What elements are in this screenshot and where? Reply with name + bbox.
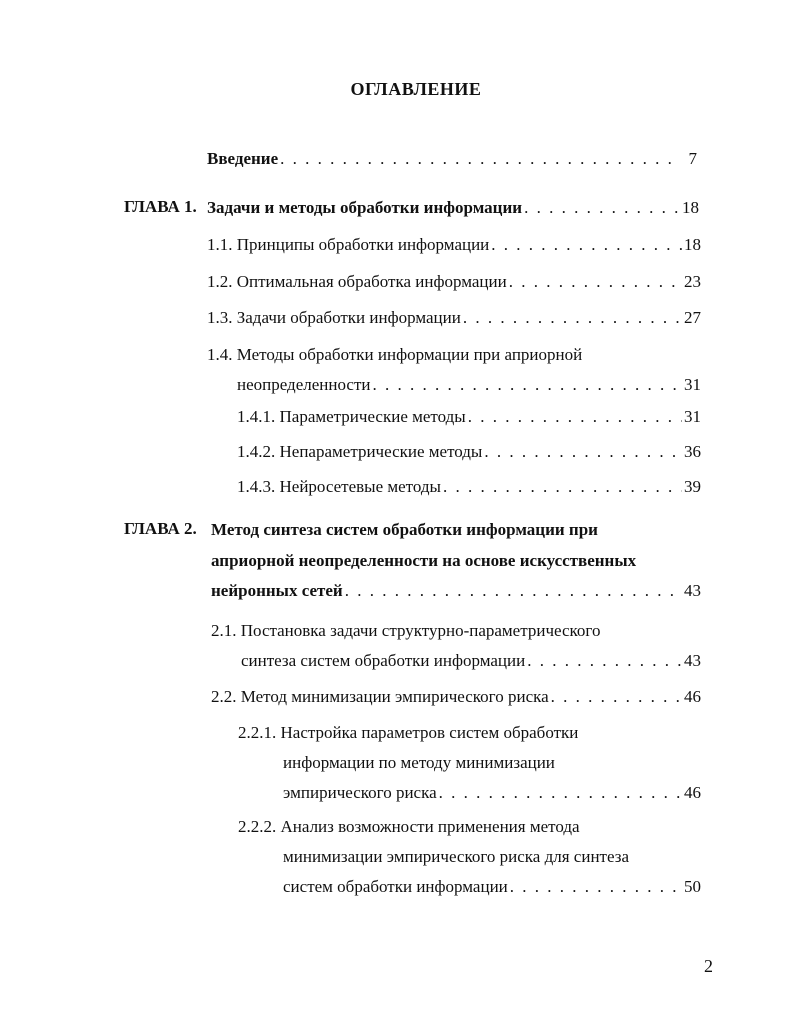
- toc-entry-label: 1.4.3. Нейросетевые методы: [237, 477, 441, 496]
- page-title: ОГЛАВЛЕНИЕ: [350, 79, 482, 99]
- toc-page-number: 18: [684, 235, 701, 254]
- leader-dots: [372, 374, 682, 396]
- toc-page-number: 43: [684, 651, 701, 670]
- leader-dots: [524, 197, 680, 219]
- toc-page-number: 50: [684, 877, 701, 896]
- toc-entry-subsection[interactable]: [237, 406, 701, 428]
- leader-dots: [463, 307, 682, 329]
- toc-page-number: 43: [684, 581, 701, 600]
- toc-page-number: 46: [684, 687, 701, 706]
- toc-page-number: 7: [688, 149, 697, 168]
- page-number: 2: [704, 956, 713, 976]
- leader-dots: [551, 686, 682, 708]
- toc-entry-label: эмпирического риска: [283, 783, 437, 802]
- leader-dots: [439, 782, 682, 804]
- toc-entry-label: синтеза систем обработки информации: [241, 651, 526, 670]
- chapter-title: нейронных сетей: [211, 581, 343, 600]
- toc-page-number: 31: [684, 375, 701, 394]
- toc-entry-label: 1.4.1. Параметрические методы: [237, 407, 466, 426]
- toc-entry-label: систем обработки информации: [283, 877, 508, 896]
- chapter-label: ГЛАВА 1.: [124, 197, 197, 216]
- toc-entry-intro[interactable]: [207, 148, 697, 170]
- toc-page-number: 46: [684, 783, 701, 802]
- leader-dots: [509, 271, 682, 293]
- toc-entry-line: 1.4. Методы обработки информации при априорной: [207, 345, 583, 364]
- toc-entry-label: 1.2. Оптимальная обработка информации: [207, 272, 507, 291]
- toc-entry-subsection[interactable]: [237, 476, 701, 498]
- toc-entry-label: 1.1. Принципы обработки информации: [207, 235, 490, 254]
- leader-dots: [468, 406, 682, 428]
- toc-page-number: 23: [684, 272, 701, 291]
- chapter-title-line: Метод синтеза систем обработки информации при: [211, 520, 598, 539]
- leader-dots: [345, 580, 682, 602]
- toc-entry-label: Введение: [207, 149, 279, 168]
- leader-dots: [527, 650, 682, 672]
- leader-dots: [443, 476, 682, 498]
- toc-entry-label: 2.2. Метод минимизации эмпирического риска: [211, 687, 549, 706]
- toc-entry-label: 1.4.2. Непараметрические методы: [237, 442, 483, 461]
- toc-entry-section[interactable]: [207, 234, 701, 256]
- toc-page-number: 39: [684, 477, 701, 496]
- toc-entry-subsection[interactable]: [283, 782, 701, 804]
- toc-entry-section[interactable]: [211, 686, 701, 708]
- toc-entry-section[interactable]: [207, 271, 701, 293]
- leader-dots: [491, 234, 682, 256]
- toc-entry-label: неопределенности: [237, 375, 371, 394]
- toc-entry-section[interactable]: [207, 307, 701, 329]
- toc-entry-section[interactable]: [237, 374, 701, 396]
- toc-entry-line: информации по методу минимизации: [283, 753, 555, 772]
- toc-entry-chapter2[interactable]: [211, 580, 701, 602]
- chapter-label: ГЛАВА 2.: [124, 519, 197, 538]
- toc-entry-section[interactable]: [241, 650, 701, 672]
- chapter-title: Задачи и методы обработки информации: [207, 198, 523, 217]
- toc-page-number: 27: [684, 308, 701, 327]
- toc-page-number: 36: [684, 442, 701, 461]
- toc-entry-subsection[interactable]: [283, 876, 701, 898]
- toc-entry-line: 2.1. Постановка задачи структурно-параметрического: [211, 621, 601, 640]
- toc-entry-line: 2.2.2. Анализ возможности применения метода: [238, 817, 580, 836]
- toc-entry-subsection[interactable]: [237, 441, 701, 463]
- leader-dots: [510, 876, 682, 898]
- leader-dots: [280, 148, 679, 170]
- toc-page-number: 31: [684, 407, 701, 426]
- toc-page-number: 18: [682, 198, 699, 217]
- chapter-title-line: априорной неопределенности на основе искусственных: [211, 551, 637, 570]
- toc-entry-line: 2.2.1. Настройка параметров систем обработки: [238, 723, 579, 742]
- toc-entry-label: 1.3. Задачи обработки информации: [207, 308, 461, 327]
- toc-entry-line: минимизации эмпирического риска для синтеза: [283, 847, 629, 866]
- toc-entry-chapter1[interactable]: [207, 197, 699, 219]
- leader-dots: [484, 441, 682, 463]
